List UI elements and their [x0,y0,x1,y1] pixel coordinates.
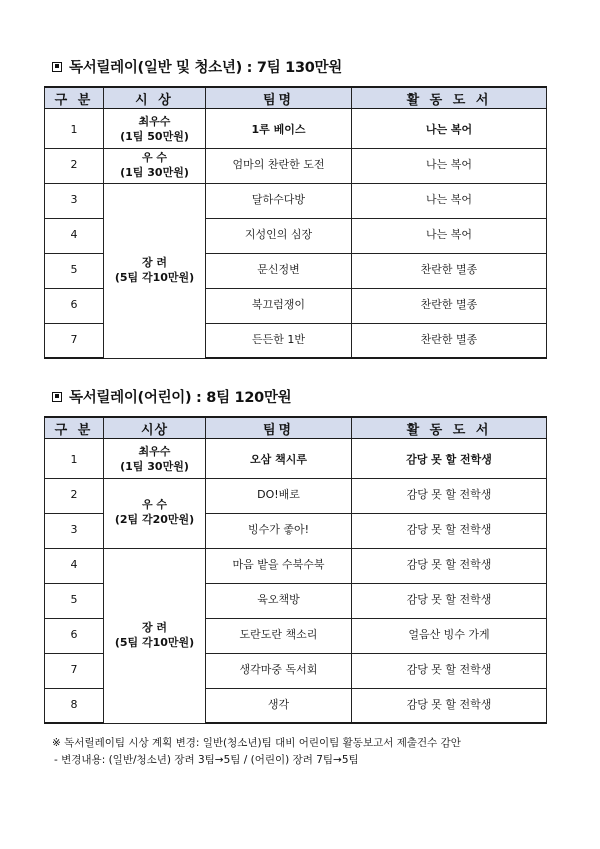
row-number: 7 [45,323,104,358]
book-title: 감당 못 할 전학생 [352,443,547,478]
team-name: 엄마의 찬란한 도전 [206,148,352,183]
section1-header-row [45,87,547,109]
team-name: 지성인의 심장 [206,218,352,253]
team-name: 생각 [206,688,352,723]
team-name: 빙수가 좋아! [206,513,352,548]
header-category: 구 분 [45,87,104,109]
team-name: 도란도란 책소리 [206,618,352,653]
book-title: 감당 못 할 전학생 [352,548,547,583]
book-title: 나는 복어 [352,113,547,148]
table-row [45,183,547,218]
row-number: 5 [45,583,104,618]
team-name: DO!배로 [206,478,352,513]
award-prize: (1팀 30만원) [120,460,189,474]
team-name: 북끄럼쟁이 [206,288,352,323]
row-number: 4 [45,218,104,253]
award-prize: (1팀 30만원) [120,165,189,179]
header-award: 시 상 [104,87,206,109]
award-name: 장 려 [141,255,168,269]
row-number: 4 [45,548,104,583]
award-prize: (5팀 각10만원) [114,270,195,284]
row-number: 2 [45,148,104,183]
book-title: 감당 못 할 전학생 [352,653,547,688]
square-bullet-icon [52,62,62,72]
book-title: 찬란한 멸종 [352,323,547,358]
section1-title-text: 독서릴레이(일반 및 청소년) : 7팀 130만원 [69,60,342,76]
header-book: 활 동 도 서 [352,87,547,109]
book-title: 찬란한 멸종 [352,253,547,288]
award-excellence [104,478,206,548]
team-name: 오삼 책시루 [206,443,352,478]
team-name: 든든한 1반 [206,323,352,358]
row-number: 6 [45,618,104,653]
row-number: 5 [45,253,104,288]
header-award: 시상 [104,417,206,439]
award-excellence [104,148,206,183]
header-team: 팀명 [206,87,352,109]
book-title: 감당 못 할 전학생 [352,478,547,513]
book-title: 나는 복어 [352,183,547,218]
book-title: 얼음산 빙수 가게 [352,618,547,653]
award-prize: (1팀 50만원) [120,130,189,144]
award-encouragement [104,183,206,358]
table-row [45,113,547,148]
table-row [45,548,547,583]
row-number: 1 [45,443,104,478]
row-number: 2 [45,478,104,513]
row-number: 8 [45,688,104,723]
row-number: 7 [45,653,104,688]
header-team: 팀명 [206,417,352,439]
section2-header-row [45,417,547,439]
row-number: 1 [45,113,104,148]
table-row [45,148,547,183]
section2-title [52,386,291,407]
team-name: 달하수다방 [206,183,352,218]
book-title: 나는 복어 [352,148,547,183]
section2-title-text: 독서릴레이(어린이) : 8팀 120만원 [69,390,292,406]
award-encouragement [104,548,206,723]
note-line-1: ※ 독서릴레이팀 시상 계획 변경: 일반(청소년)팀 대비 어린이팀 활동보고서 제출건수 감안 [52,737,461,749]
row-number: 3 [45,513,104,548]
book-title: 나는 복어 [352,218,547,253]
book-title: 감당 못 할 전학생 [352,583,547,618]
table-row [45,478,547,513]
note-line-2: - 변경내용: (일반/청소년) 장려 3팀→5팀 / (어린이) 장려 7팀→5팀 [54,754,359,766]
award-name: 우 수 [141,150,168,164]
team-name: 마음 밭을 수북수북 [206,548,352,583]
book-title: 찬란한 멸종 [352,288,547,323]
award-name: 장 려 [141,620,168,634]
row-number: 3 [45,183,104,218]
award-grand-prize [104,113,206,148]
section1-title [52,56,342,77]
award-prize: (2팀 각20만원) [114,513,195,526]
book-title: 감당 못 할 전학생 [352,688,547,723]
book-title: 감당 못 할 전학생 [352,513,547,548]
award-name: 최우수 [138,445,171,459]
award-name: 최우수 [138,115,171,129]
notes [52,735,461,769]
award-prize: (5팀 각10만원) [114,635,195,649]
team-name: 문신정변 [206,253,352,288]
header-category: 구 분 [45,417,104,439]
team-name: 육오책방 [206,583,352,618]
award-grand-prize [104,443,206,478]
row-number: 6 [45,288,104,323]
section2-table [44,416,547,724]
team-name: 생각마중 독서회 [206,653,352,688]
table-row [45,443,547,478]
section1-table [44,86,547,359]
award-name: 우 수 [141,498,168,512]
header-book: 활 동 도 서 [352,417,547,439]
square-bullet-icon [52,392,62,402]
team-name: 1루 베이스 [206,113,352,148]
